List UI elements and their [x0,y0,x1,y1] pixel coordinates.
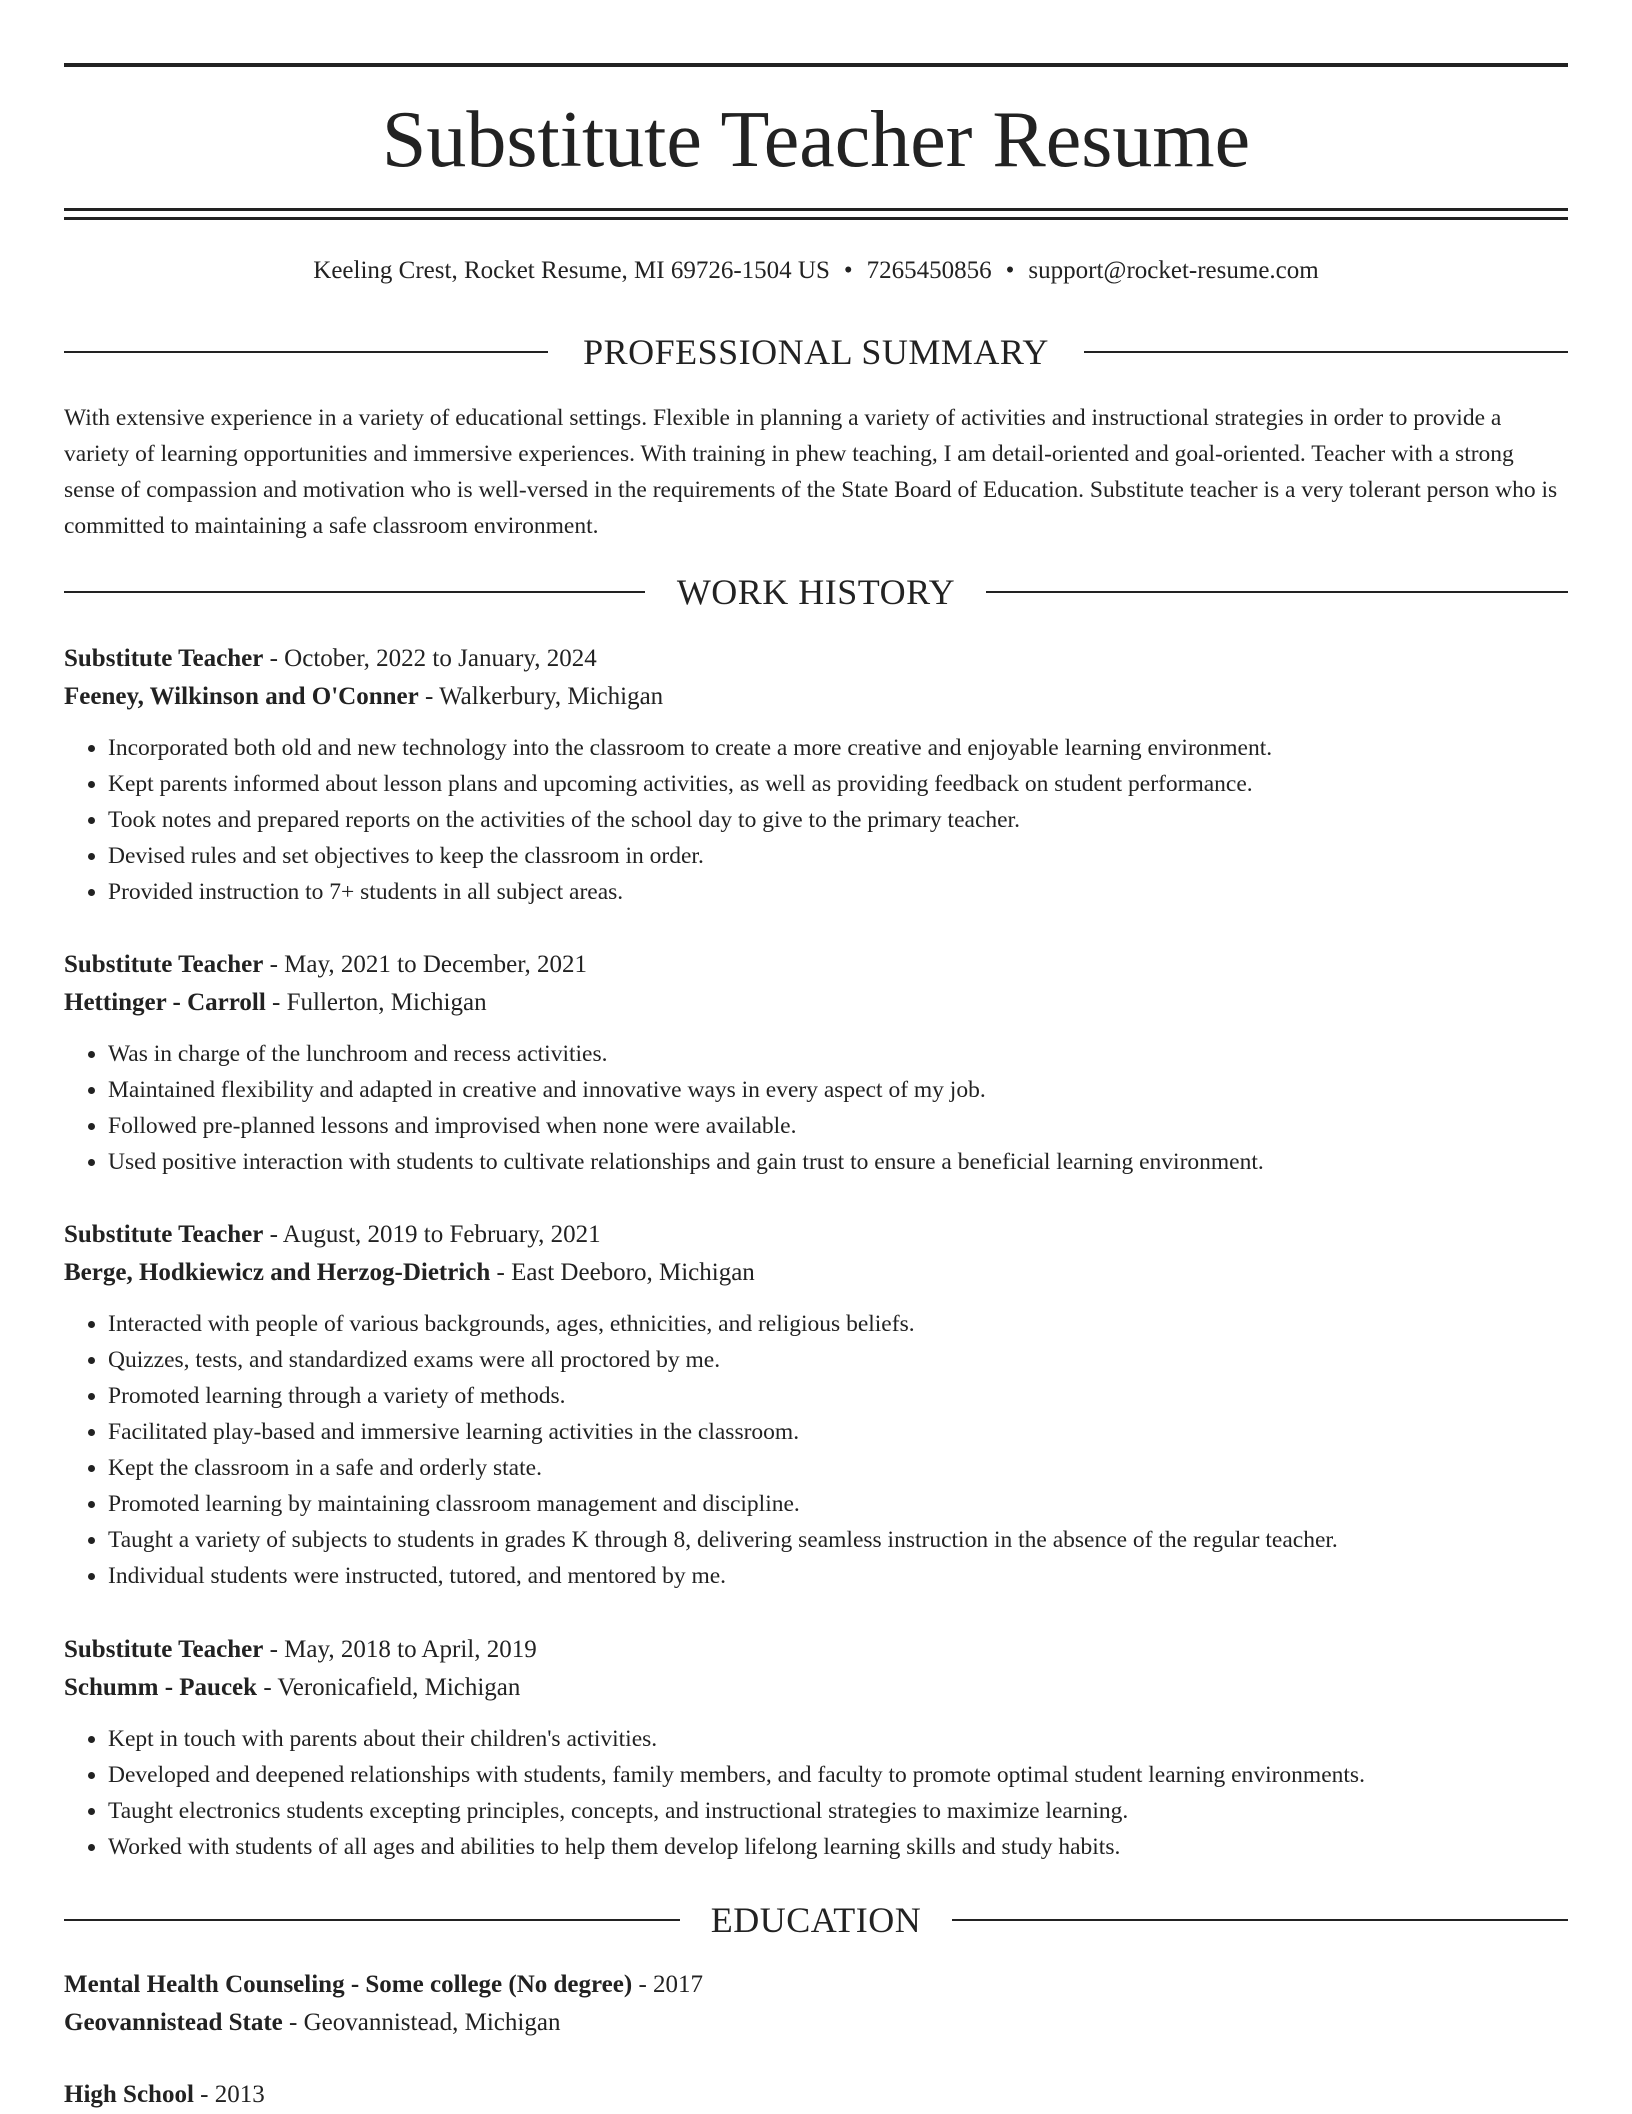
contact-address: Keeling Crest, Rocket Resume, MI 69726-1504 US [313,257,830,284]
page-title: Substitute Teacher Resume [381,96,1251,184]
job-entry [64,1631,1568,1865]
list-item: • Maintained flexibility and adapted in creative and innovative ways in every aspect of my job. [108,1072,1568,1108]
list-item: • Developed and deepened relationships with students, family members, and faculty to promote optimal student learning environments. [108,1757,1568,1793]
contact-email: support@rocket-resume.com [1028,257,1319,284]
job-dates: - May, 2018 to April, 2019 [263,1636,537,1663]
job-location: - Walkerbury, Michigan [418,683,664,710]
job-bullets [64,1036,1568,1180]
contact-separator: • [1005,257,1015,284]
job-title: Substitute Teacher [64,645,264,672]
education-school: Geovannistead State [64,2009,283,2036]
job-dates: - May, 2021 to December, 2021 [263,951,588,978]
list-item: • Took notes and prepared reports on the activities of the school day to give to the primary teacher. [108,802,1568,838]
list-item: • Provided instruction to 7+ students in all subject areas. [108,874,1568,910]
title-double-rule [64,208,1568,220]
education-year: - 2017 [632,1971,704,1998]
list-item: • Quizzes, tests, and standardized exams were all proctored by me. [108,1342,1568,1378]
list-item: • Kept parents informed about lesson plans and upcoming activities, as well as providing feedback on student performance. [108,766,1568,802]
contact-separator: • [843,257,853,284]
job-location: - Fullerton, Michigan [265,989,487,1016]
job-company: Schumm - Paucek [64,1674,258,1701]
list-item: • Followed pre-planned lessons and improvised when none were available. [108,1108,1568,1144]
list-item: • Was in charge of the lunchroom and recess activities. [108,1036,1568,1072]
job-title: Substitute Teacher [64,951,264,978]
list-item: • Kept in touch with parents about their children's activities. [108,1721,1568,1757]
section-title: PROFESSIONAL SUMMARY [583,332,1049,372]
section-heading-education [64,1898,1568,1942]
job-title: Substitute Teacher [64,1221,264,1248]
job-entry [64,946,1568,1180]
job-entry [64,640,1568,910]
list-item: • Individual students were instructed, tutored, and mentored by me. [108,1558,1568,1594]
section-title: EDUCATION [710,1900,922,1940]
job-company: Hettinger - Carroll [64,989,266,1016]
job-title: Substitute Teacher [64,1636,264,1663]
job-bullets [64,1306,1568,1594]
contact-phone: 7265450856 [866,257,992,284]
education-degree: High School [64,2081,194,2108]
job-company: Feeney, Wilkinson and O'Conner [64,683,419,710]
job-location: - Veronicafield, Michigan [257,1674,521,1701]
list-item: • Used positive interaction with students to cultivate relationships and gain trust to ensure a beneficial learning environment. [108,1144,1568,1180]
job-dates: - August, 2019 to February, 2021 [263,1221,601,1248]
top-rule [64,63,1568,67]
education-degree: Mental Health Counseling - Some college (No degree) [64,1971,633,1998]
education-year: - 2013 [193,2081,265,2108]
job-entry [64,1216,1568,1594]
list-item: • Promoted learning by maintaining classroom management and discipline. [108,1486,1568,1522]
list-item: • Interacted with people of various backgrounds, ages, ethnicities, and religious beliefs. [108,1306,1568,1342]
section-heading-summary [64,330,1568,374]
education-entry [64,1966,1568,2042]
education-entry [64,2076,1568,2114]
list-item: • Taught a variety of subjects to students in grades K through 8, delivering seamless instruction in the absence of the regular teacher. [108,1522,1568,1558]
summary-text: With extensive experience in a variety of educational settings. Flexible in planning a variety of activities and instructional strategies in order to provide a variety of learning opportunities and immersive experiences. With training in phew teaching, I am detail-oriented and goal-oriented. Teacher with a strong sense of compassion and motivation who is well-versed in the requirements of the State Board of Education. Substitute teacher is a very tolerant person who is committed to maintaining a safe classroom environment. [64,405,1558,539]
list-item: • Worked with students of all ages and abilities to help them develop lifelong learning skills and study habits. [108,1829,1568,1865]
job-dates: - October, 2022 to January, 2024 [263,645,597,672]
list-item: • Devised rules and set objectives to keep the classroom in order. [108,838,1568,874]
list-item: • Facilitated play-based and immersive learning activities in the classroom. [108,1414,1568,1450]
job-location: - East Deeboro, Michigan [490,1259,755,1286]
job-bullets [64,730,1568,910]
job-bullets [64,1721,1568,1865]
list-item: • Promoted learning through a variety of methods. [108,1378,1568,1414]
section-heading-work [64,570,1568,614]
job-company: Berge, Hodkiewicz and Herzog-Dietrich [64,1259,491,1286]
contact-line [64,254,1568,288]
section-title: WORK HISTORY [676,572,956,612]
education-location: - Geovannistead, Michigan [282,2009,561,2036]
list-item: • Taught electronics students excepting principles, concepts, and instructional strategies to maximize learning. [108,1793,1568,1829]
list-item: • Incorporated both old and new technology into the classroom to create a more creative and enjoyable learning environment. [108,730,1568,766]
list-item: • Kept the classroom in a safe and orderly state. [108,1450,1568,1486]
